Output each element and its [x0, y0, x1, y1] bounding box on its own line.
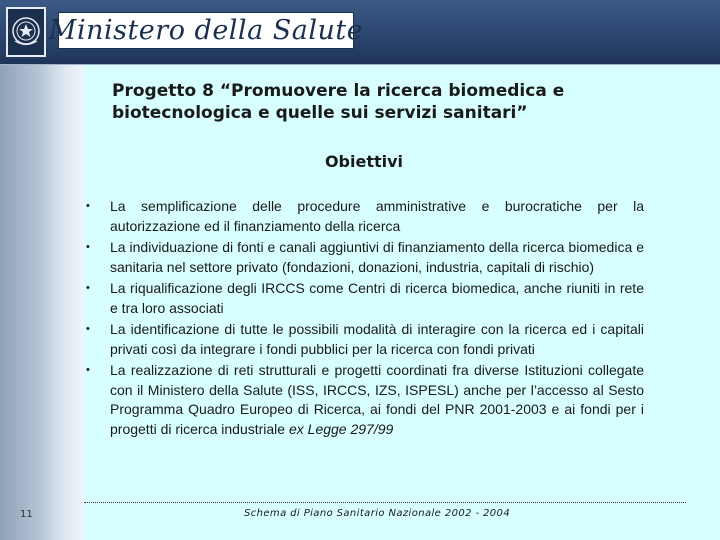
- bullet-icon: •: [86, 200, 90, 212]
- objective-text: La realizzazione di reti strutturali e progetti coordinati fra diverse Istituzioni collegate con il Ministero della Salute (ISS, IRCCS, IZS, ISPESL) anche per l’accesso al Sesto Programma Quadro Europeo di Ricerca, ai fondi del PNR 2001-2003 e ai fondi per i progetti di ricerca industriale: [110, 362, 644, 437]
- objective-item: [84, 279, 644, 318]
- objective-item: [84, 361, 644, 439]
- objective-text: La identificazione di tutte le possibili modalità di interagire con la ricerca ed i capitali privati così da integrare i fondi pubblici per la ricerca con fondi privati: [110, 321, 644, 357]
- italian-republic-emblem-icon: [6, 7, 46, 57]
- objective-item: [84, 238, 644, 277]
- bullet-icon: •: [86, 323, 90, 335]
- ministry-logo: [48, 12, 364, 49]
- slide-title: [112, 80, 672, 124]
- objectives-heading: Obiettivi: [324, 152, 404, 171]
- footer-text: Schema di Piano Sanitario Nazionale 2002 - 2004: [244, 508, 511, 519]
- page-number: 11: [20, 509, 33, 520]
- law-reference: ex Legge 297/99: [288, 420, 394, 437]
- objective-text: La semplificazione delle procedure amministrative e burocratiche per la autorizzazione ed il finanziamento della ricerca: [110, 198, 644, 234]
- slide-title-line-2: biotecnologica e quelle sui servizi sanitari”: [112, 103, 528, 123]
- bullet-icon: •: [86, 364, 90, 376]
- objective-item: [84, 197, 644, 236]
- bullet-icon: •: [86, 241, 90, 253]
- slide-title-line-1: Progetto 8 “Promuovere la ricerca biomedica e: [112, 81, 565, 101]
- bullet-icon: •: [86, 282, 90, 294]
- footer-divider: [84, 502, 686, 503]
- objective-text: La riqualificazione degli IRCCS come Centri di ricerca biomedica, anche riuniti in rete e tra loro associati: [110, 280, 644, 316]
- objective-text: La individuazione di fonti e canali aggiuntivi di finanziamento della ricerca biomedica e sanitaria nel settore privato (fondazioni, donazioni, industria, capitali di rischio): [110, 239, 644, 275]
- header-bar: [0, 0, 720, 65]
- ministry-name: Ministero della Salute: [48, 15, 364, 46]
- objectives-list: [84, 197, 644, 441]
- objective-item: [84, 320, 644, 359]
